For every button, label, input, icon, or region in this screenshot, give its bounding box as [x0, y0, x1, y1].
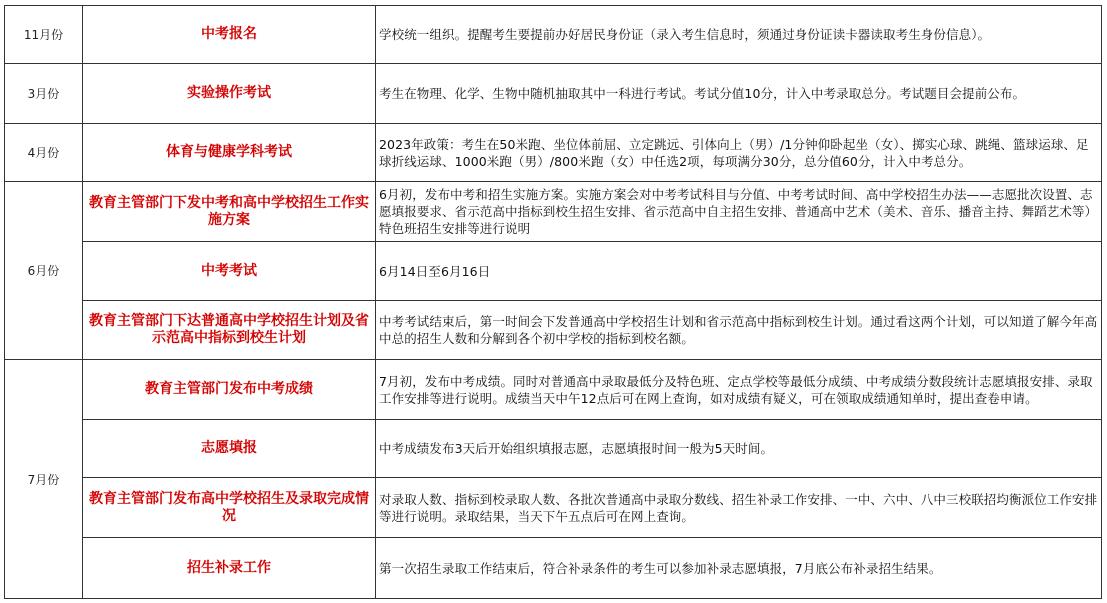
description-cell: 2023年政策：考生在50米跑、坐位体前屈、立定跳远、引体向上（男）/1分钟仰卧起坐（女）、掷实心球、跳绳、篮球运球、足球折线运球、1000米跑（男）/800米跑（女）中任选2项，每项满分30分，总分值60分，计入中考总分。 [376, 124, 1102, 182]
description-cell: 对录取人数、指标到校录取人数、各批次普通高中录取分数线、招生补录工作安排、一中、六中、八中三校联招均衡派位工作安排等进行说明。录取结果，当天下午五点后可在网上查询。 [376, 478, 1102, 538]
event-cell: 志愿填报 [83, 420, 376, 478]
table-row [5, 182, 1102, 242]
description-cell: 中考成绩发布3天后开始组织填报志愿，志愿填报时间一般为5天时间。 [376, 420, 1102, 478]
event-cell: 招生补录工作 [83, 538, 376, 599]
month-cell: 6月份 [5, 182, 83, 360]
description-cell: 6月14日至6月16日 [376, 242, 1102, 301]
event-cell: 教育主管部门下达普通高中学校招生计划及省示范高中指标到校生计划 [83, 301, 376, 360]
description-cell: 中考考试结束后，第一时间会下发普通高中学校招生计划和省示范高中指标到校生计划。通过看这两个计划，可以知道了解今年高中总的招生人数和分解到各个初中学校的指标到校名额。 [376, 301, 1102, 360]
event-cell: 教育主管部门发布高中学校招生及录取完成情况 [83, 478, 376, 538]
event-cell: 中考报名 [83, 6, 376, 64]
event-cell: 教育主管部门下发中考和高中学校招生工作实施方案 [83, 182, 376, 242]
table-row [5, 420, 1102, 478]
event-cell: 中考考试 [83, 242, 376, 301]
table-row [5, 242, 1102, 301]
table-row [5, 478, 1102, 538]
schedule-table [4, 5, 1102, 599]
table-row [5, 360, 1102, 420]
event-cell: 实验操作考试 [83, 64, 376, 124]
event-cell: 教育主管部门发布中考成绩 [83, 360, 376, 420]
table-row [5, 538, 1102, 599]
month-cell: 4月份 [5, 124, 83, 182]
month-cell: 11月份 [5, 6, 83, 64]
table-row [5, 6, 1102, 64]
description-cell: 7月初，发布中考成绩。同时对普通高中录取最低分及特色班、定点学校等最低分成绩、中考成绩分数段统计志愿填报安排、录取工作安排等进行说明。成绩当天中午12点后可在网上查询，如对成绩有疑义，可在领取成绩通知单时，提出查卷申请。 [376, 360, 1102, 420]
description-cell: 学校统一组织。提醒考生要提前办好居民身份证（录入考生信息时，须通过身份证读卡器读取考生身份信息）。 [376, 6, 1102, 64]
table-row [5, 124, 1102, 182]
table-row [5, 301, 1102, 360]
table-row [5, 64, 1102, 124]
description-cell: 考生在物理、化学、生物中随机抽取其中一科进行考试。考试分值10分，计入中考录取总分。考试题目会提前公布。 [376, 64, 1102, 124]
description-cell: 第一次招生录取工作结束后，符合补录条件的考生可以参加补录志愿填报，7月底公布补录招生结果。 [376, 538, 1102, 599]
month-cell: 7月份 [5, 360, 83, 599]
event-cell: 体育与健康学科考试 [83, 124, 376, 182]
description-cell: 6月初，发布中考和招生实施方案。实施方案会对中考考试科目与分值、中考考试时间、高中学校招生办法——志愿批次设置、志愿填报要求、省示范高中指标到校生招生安排、省示范高中自主招生安排、普通高中艺术（美术、音乐、播音主持、舞蹈艺术等）特色班招生安排等进行说明 [376, 182, 1102, 242]
month-cell: 3月份 [5, 64, 83, 124]
